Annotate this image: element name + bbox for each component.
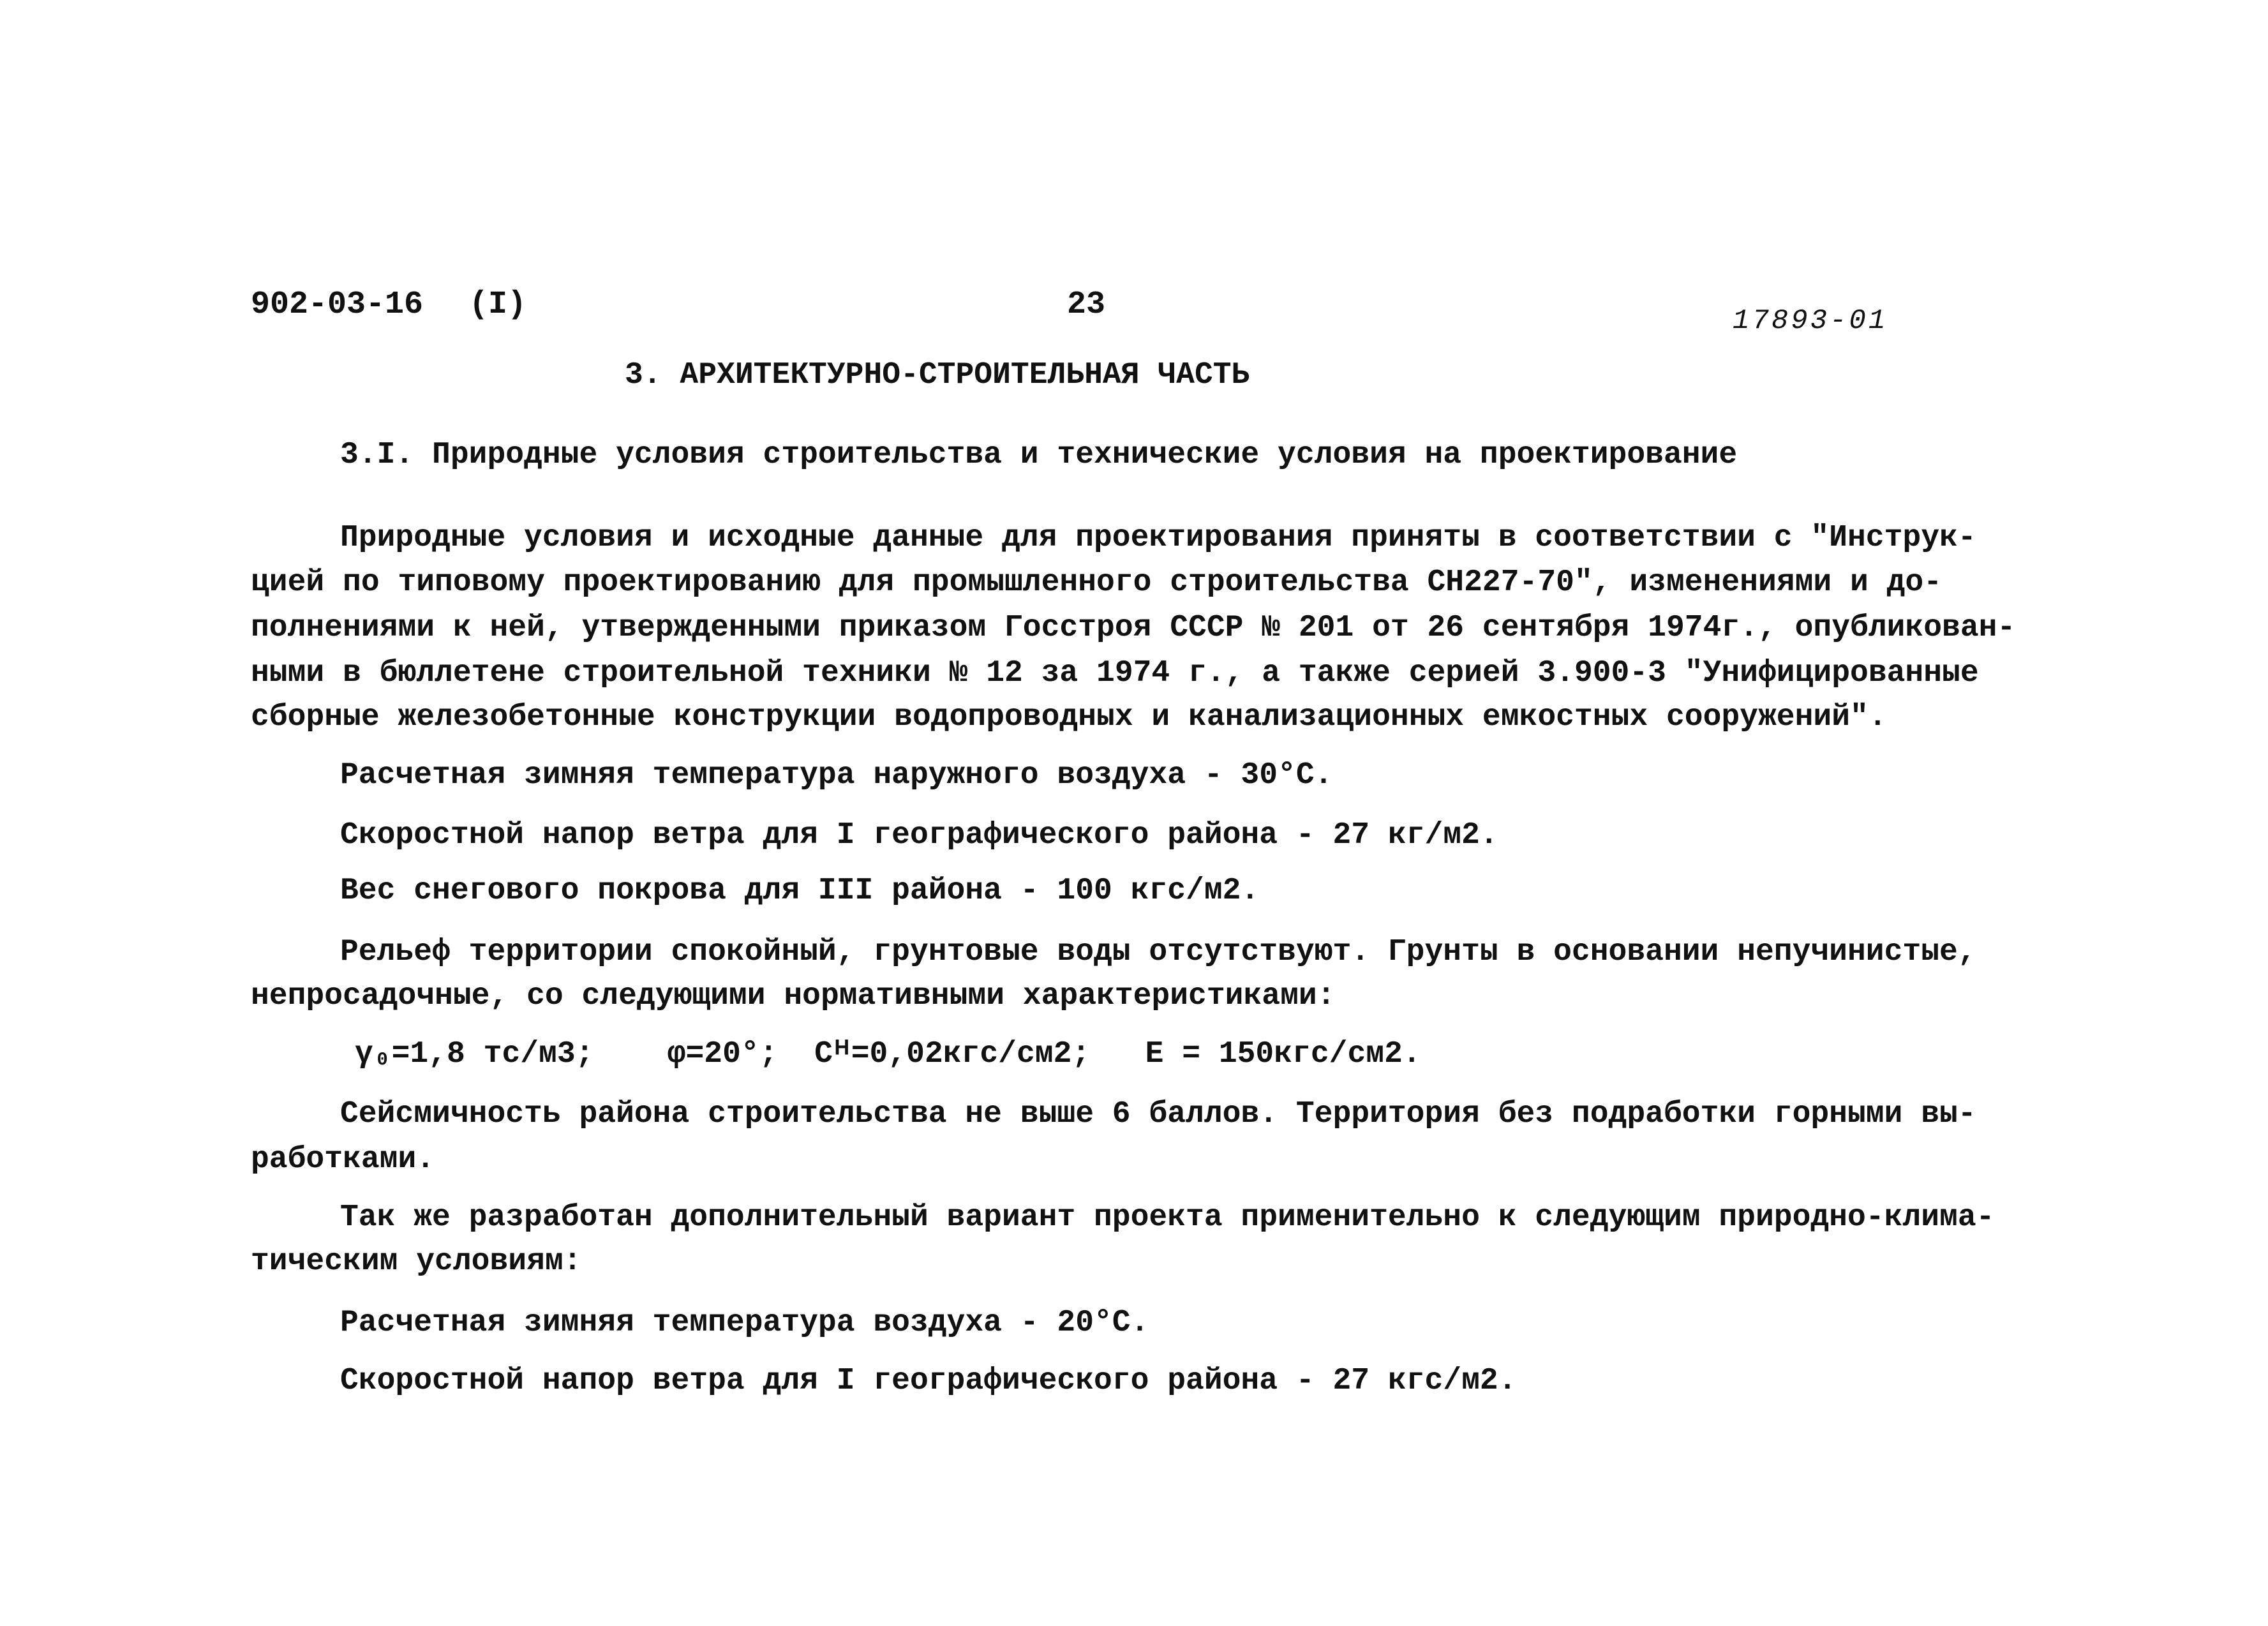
intro-line: Природные условия и исходные данные для проектирования приняты в соответствии с "Инструк-	[340, 521, 1976, 555]
subsection-title: 3.I. Природные условия строительства и технические условия на проектирование	[340, 438, 1738, 472]
variant-line: Так же разработан дополнительный вариант проекта применительно к следующим природно-клима-	[340, 1200, 1995, 1235]
intro-line: полнениями к ней, утвержденными приказом Госстроя СССР № 201 от 26 сентября 1974г., опубликован-	[251, 611, 2016, 645]
variant-temp: Расчетная зимняя температура воздуха - 20°С.	[340, 1306, 1149, 1340]
relief-line: Рельеф территории спокойный, грунтовые воды отсутствуют. Грунты в основании непучинистые,	[340, 935, 1976, 969]
variant-wind: Скоростной напор ветра для I географического района - 27 кгс/м2.	[340, 1364, 1517, 1398]
intro-line: цией по типовому проектированию для промышленного строительства СН227-70", изменениями и до-	[251, 565, 1943, 600]
doc-code: 902-03-16	[251, 287, 424, 323]
intro-line: сборные железобетонные конструкции водопроводных и канализационных емкостных сооружений".	[251, 700, 1887, 735]
variant-line: тическим условиям:	[251, 1244, 582, 1279]
intro-line: ными в бюллетене строительной техники № 12 за 1974 г., а также серией 3.900-3 "Унифицированные	[251, 656, 1979, 690]
seismic-line: работками.	[251, 1142, 435, 1177]
snow-load: Вес снегового покрова для III района - 100 кгс/м2.	[340, 874, 1260, 908]
section-title: 3. АРХИТЕКТУРНО-СТРОИТЕЛЬНАЯ ЧАСТЬ	[625, 358, 1250, 392]
doc-part: (I)	[469, 287, 527, 323]
soil-params: γ₀=1,8 тс/м3; φ=20°; Cᴴ=0,02кгс/см2; E = 150кгс/см2.	[355, 1037, 1421, 1071]
seismic-line: Сейсмичность района строительства не выше 6 баллов. Территория без подработки горными вы-	[340, 1097, 1976, 1131]
winter-temp: Расчетная зимняя температура наружного воздуха - 30°С.	[340, 758, 1333, 793]
archive-number: 17893-01	[1733, 305, 1888, 337]
wind-pressure: Скоростной напор ветра для I географического района - 27 кг/м2.	[340, 818, 1498, 853]
relief-line: непросадочные, со следующими нормативными характеристиками:	[251, 979, 1336, 1013]
page-number: 23	[1067, 287, 1106, 323]
